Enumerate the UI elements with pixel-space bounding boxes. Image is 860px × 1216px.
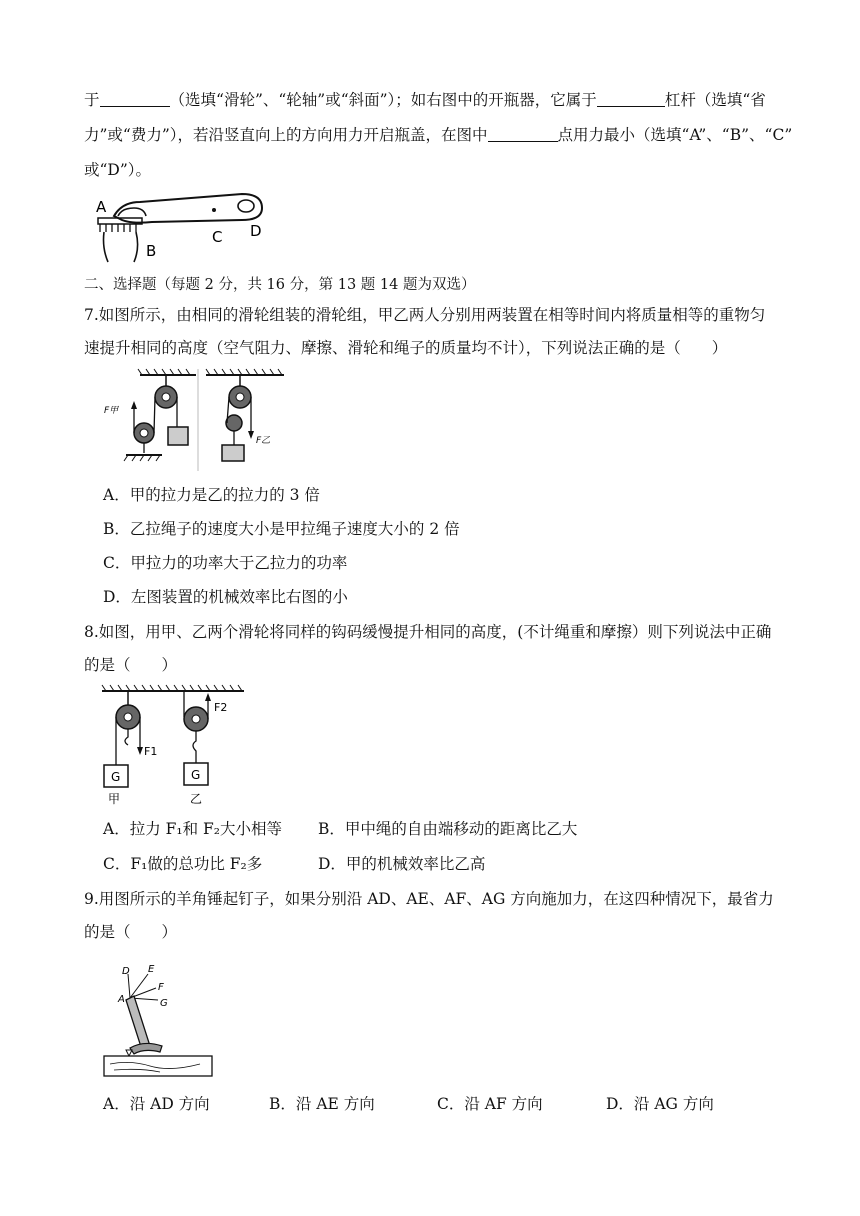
q8-pulley-figure	[98, 683, 248, 807]
q6-blank-1[interactable]	[100, 90, 170, 107]
bottle-opener-figure	[92, 190, 272, 266]
q7-pulley-figure	[100, 365, 290, 473]
q9-fig-label-f: F	[158, 982, 164, 993]
q8-option-d[interactable]: D．甲的机械效率比乙高	[318, 855, 486, 873]
q7-option-b[interactable]: B．乙拉绳子的速度大小是甲拉绳子速度大小的 2 倍	[103, 520, 460, 538]
q7-option-c[interactable]: C．甲拉力的功率大于乙拉力的功率	[103, 554, 348, 572]
q8-fig-weight-yi: G	[191, 768, 201, 782]
q7-stem-line-1: 7.如图所示，由相同的滑轮组装的滑轮组，甲乙两人分别用两装置在相等时间内将质量相等的重物匀	[84, 306, 766, 324]
q6-text-1a: 于	[84, 91, 100, 109]
q7-option-a[interactable]: A．甲的拉力是乙的拉力的 3 倍	[103, 486, 320, 504]
q6-text-1c: 杠杆（选填“省	[664, 91, 766, 109]
q9-hammer-figure	[100, 958, 220, 1078]
q8-fig-label-f1: F1	[144, 745, 158, 758]
q9-option-a[interactable]: A．沿 AD 方向	[103, 1095, 210, 1113]
q6-fig-label-a: A	[96, 198, 107, 216]
q8-fig-label-yi: 乙	[190, 792, 203, 806]
q6-line-2	[84, 124, 792, 146]
q9-fig-label-a: A	[118, 994, 125, 1005]
q9-stem-line-2: 的是（ ）	[84, 923, 178, 941]
q9-option-d[interactable]: D．沿 AG 方向	[606, 1095, 714, 1113]
q6-fig-label-b: B	[146, 242, 157, 260]
q8-fig-weight-jia: G	[111, 770, 121, 784]
q7-option-d[interactable]: D．左图装置的机械效率比右图的小	[103, 588, 348, 606]
q9-stem-line-1: 9.用图所示的羊角锤起钉子，如果分别沿 AD、AE、AF、AG 方向施加力，在这四种情况下，最省力	[84, 890, 774, 908]
q9-fig-label-d: D	[122, 966, 130, 977]
q6-line-1	[84, 89, 766, 111]
q6-text-1b: （选填“滑轮”、“轮轴”或“斜面”）；如右图中的开瓶器，它属于	[169, 91, 597, 109]
q6-fig-label-d: D	[250, 222, 262, 240]
q8-fig-label-jia: 甲	[108, 792, 121, 806]
q9-fig-label-e: E	[148, 964, 155, 975]
section-2-heading: 二、选择题（每题 2 分，共 16 分，第 13 题 14 题为双选）	[84, 277, 476, 293]
q9-fig-label-g: G	[160, 998, 168, 1009]
q6-text-2a: 力”或“费力”），若沿竖直向上的方向用力开启瓶盖，在图中	[84, 126, 488, 144]
q8-option-b[interactable]: B．甲中绳的自由端移动的距离比乙大	[318, 820, 578, 838]
q6-blank-3[interactable]	[488, 125, 558, 142]
q6-fig-label-c: C	[212, 228, 223, 246]
q8-option-a[interactable]: A．拉力 F₁和 F₂大小相等	[103, 820, 282, 838]
q6-text-2b: 点用力最小（选填“A”、“B”、“C”	[557, 126, 793, 144]
q7-fig-label-f-jia: F甲	[104, 406, 119, 416]
q7-fig-label-f-yi: F乙	[256, 436, 271, 446]
q9-option-b[interactable]: B．沿 AE 方向	[269, 1095, 375, 1113]
q8-stem-line-2: 的是（ ）	[84, 656, 178, 674]
q6-blank-2[interactable]	[597, 90, 665, 107]
q8-option-c[interactable]: C．F₁做的总功比 F₂多	[103, 855, 263, 873]
q8-fig-label-f2: F2	[214, 701, 228, 714]
q6-line-3: 或“D”）。	[84, 161, 152, 179]
q9-option-c[interactable]: C．沿 AF 方向	[437, 1095, 543, 1113]
q7-stem-line-2: 速提升相同的高度（空气阻力、摩擦、滑轮和绳子的质量均不计），下列说法正确的是（ ）	[84, 339, 728, 357]
q8-stem-line-1: 8.如图，用甲、乙两个滑轮将同样的钩码缓慢提升相同的高度，(不计绳重和摩擦）则下列说法中正确	[84, 623, 772, 641]
